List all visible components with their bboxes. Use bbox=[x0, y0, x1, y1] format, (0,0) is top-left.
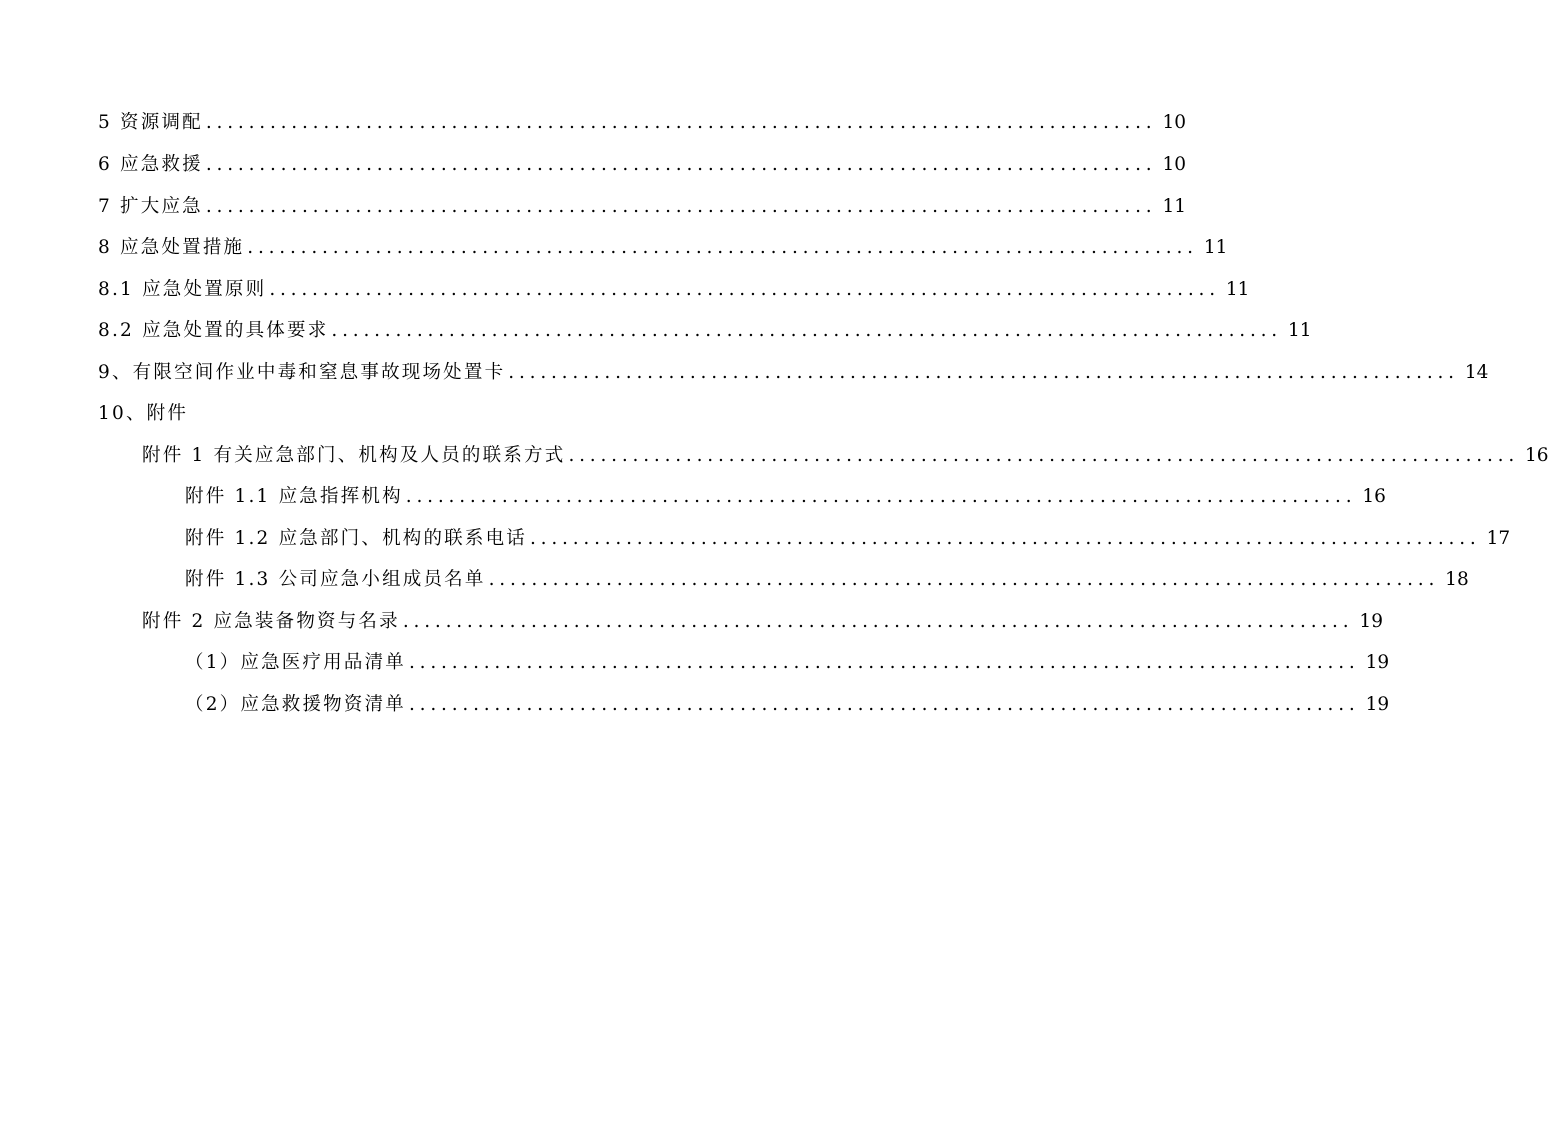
toc-entry-8-1[interactable] bbox=[98, 269, 1250, 300]
toc-leader-dots: ......................................................................................... bbox=[269, 278, 1220, 300]
toc-page-number: 10 bbox=[1162, 153, 1186, 175]
toc-entry-label: （2）应急救援物资清单 bbox=[185, 693, 406, 715]
toc-entry-label: 7 扩大应急 bbox=[98, 195, 203, 217]
toc-leader-dots: ......................................................................................... bbox=[568, 444, 1520, 466]
toc-leader-dots: ......................................................................................... bbox=[247, 236, 1198, 258]
toc-page-number: 11 bbox=[1287, 319, 1312, 341]
toc-entry-7[interactable] bbox=[98, 186, 1186, 217]
toc-page-number: 11 bbox=[1162, 195, 1186, 217]
toc-leader-dots: ......................................................................................... bbox=[508, 361, 1459, 383]
toc-leader-dots: ......................................................................................... bbox=[408, 693, 1360, 715]
toc-entry-label: 8.1 应急处置原则 bbox=[98, 278, 267, 300]
toc-page-number: 16 bbox=[1525, 444, 1549, 466]
toc-leader-dots: ......................................................................................... bbox=[405, 485, 1357, 507]
toc-entry-label: 附件 1.2 应急部门、机构的联系电话 bbox=[185, 527, 527, 549]
toc-page-number: 19 bbox=[1365, 651, 1390, 673]
toc-entry-label: 5 资源调配 bbox=[98, 111, 203, 133]
toc-entry-appendix-2-1[interactable] bbox=[185, 642, 1390, 673]
toc-page-number: 19 bbox=[1365, 693, 1390, 715]
toc-entry-9[interactable] bbox=[98, 352, 1489, 383]
toc-leader-dots: ......................................................................................... bbox=[402, 610, 1354, 632]
toc-page-number: 10 bbox=[1162, 111, 1186, 133]
toc-entry-label: 9、有限空间作业中毒和窒息事故现场处置卡 bbox=[98, 361, 506, 383]
toc-entry-6[interactable] bbox=[98, 144, 1186, 175]
toc-entry-label: （1）应急医疗用品清单 bbox=[185, 651, 406, 673]
toc-entry-8[interactable] bbox=[98, 227, 1228, 258]
toc-page-number: 14 bbox=[1464, 361, 1489, 383]
toc-leader-dots: ......................................................................................... bbox=[529, 527, 1481, 549]
toc-page-number: 17 bbox=[1486, 527, 1511, 549]
toc-entry-label: 8.2 应急处置的具体要求 bbox=[98, 319, 329, 341]
toc-leader-dots: ......................................................................................... bbox=[331, 319, 1282, 341]
toc-entry-5[interactable] bbox=[98, 102, 1186, 133]
toc-entry-appendix-2[interactable] bbox=[142, 601, 1383, 632]
toc-entry-appendix-1-3[interactable] bbox=[185, 559, 1469, 590]
toc-entry-10[interactable] bbox=[98, 393, 702, 423]
toc-entry-8-2[interactable] bbox=[98, 310, 1312, 341]
toc-entry-appendix-1[interactable] bbox=[142, 435, 1549, 466]
toc-entry-label: 6 应急救援 bbox=[98, 153, 203, 175]
toc-entry-appendix-1-2[interactable] bbox=[185, 518, 1511, 549]
toc-leader-dots: ......................................................................................... bbox=[408, 651, 1360, 673]
toc-entry-appendix-1-1[interactable] bbox=[185, 476, 1386, 507]
toc-entry-label: 10、附件 bbox=[98, 402, 189, 424]
toc-entry-label: 8 应急处置措施 bbox=[98, 236, 245, 258]
toc-entry-label: 附件 1.3 公司应急小组成员名单 bbox=[185, 568, 486, 590]
toc-page-number: 19 bbox=[1359, 610, 1383, 632]
toc-page-number: 11 bbox=[1203, 236, 1228, 258]
toc-page-number: 11 bbox=[1225, 278, 1250, 300]
toc-entry-label: 附件 2 应急装备物资与名录 bbox=[142, 610, 400, 632]
toc-leader-dots: ......................................................................................... bbox=[205, 153, 1157, 175]
toc-entry-appendix-2-2[interactable] bbox=[185, 684, 1390, 715]
toc-page-number: 18 bbox=[1445, 568, 1469, 590]
toc-leader-dots: ......................................................................................... bbox=[205, 195, 1157, 217]
toc-entry-label: 附件 1 有关应急部门、机构及人员的联系方式 bbox=[142, 444, 566, 466]
toc-page-number: 16 bbox=[1362, 485, 1386, 507]
toc-entry-label: 附件 1.1 应急指挥机构 bbox=[185, 485, 403, 507]
toc-leader-dots: ......................................................................................... bbox=[205, 111, 1157, 133]
toc-leader-dots: ......................................................................................... bbox=[488, 568, 1440, 590]
